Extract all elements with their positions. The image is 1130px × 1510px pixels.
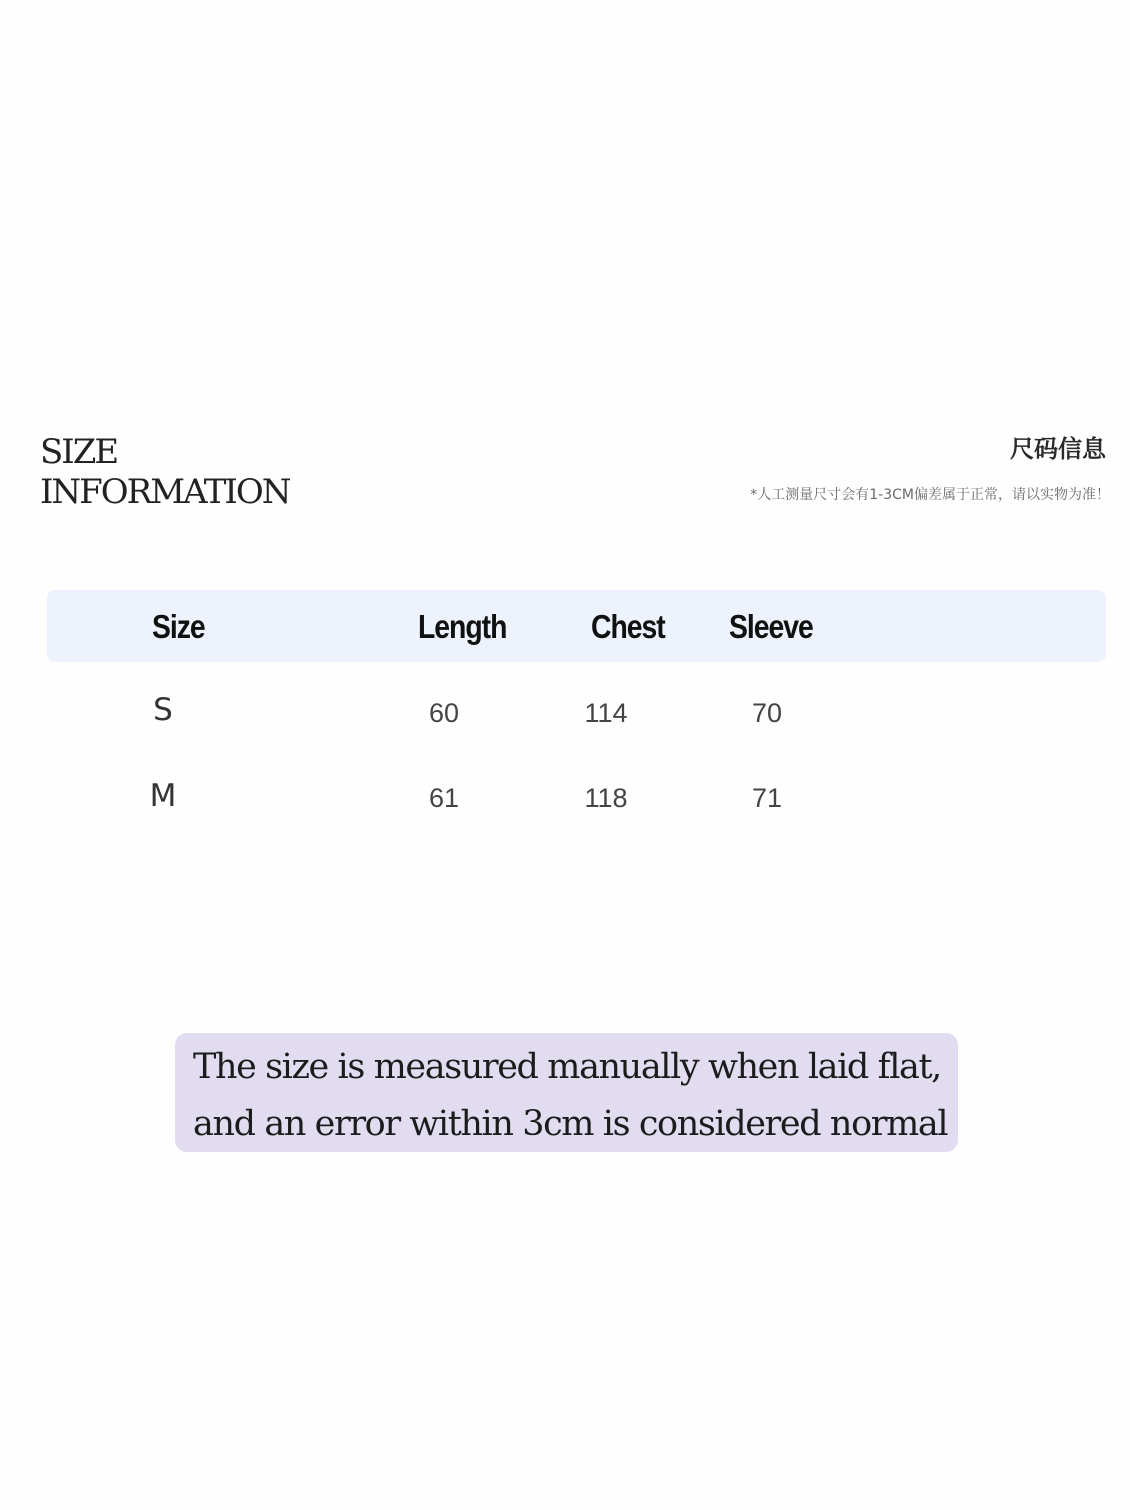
table-row-chest: 118 <box>584 783 628 813</box>
table-row-sleeve: 70 <box>751 698 783 728</box>
table-row-chest: 114 <box>584 698 628 728</box>
table-row-sleeve: 71 <box>751 783 783 813</box>
measurement-notice-text <box>193 1039 953 1153</box>
column-header-size: Size <box>152 608 205 645</box>
notice-line-1: The size is measured manually when laid flat, <box>193 1047 941 1087</box>
table-row-length: 61 <box>428 783 460 813</box>
title-line-size: SIZE <box>40 432 118 472</box>
table-row-size: S <box>153 692 173 728</box>
size-information-title <box>40 432 290 512</box>
column-header-length: Length <box>418 608 507 645</box>
chinese-measurement-note: *人工测量尺寸会有1-3CM偏差属于正常，请以实物为准！ <box>750 487 1110 503</box>
column-header-sleeve: Sleeve <box>729 608 813 645</box>
column-header-chest: Chest <box>591 608 665 645</box>
notice-line-2: and an error within 3cm is considered normal <box>193 1104 948 1144</box>
title-line-information: INFORMATION <box>40 472 290 512</box>
chinese-title: 尺码信息 <box>1010 435 1106 463</box>
table-row-length: 60 <box>428 698 460 728</box>
table-header-bar <box>47 590 1106 662</box>
table-row-size: M <box>149 778 177 814</box>
